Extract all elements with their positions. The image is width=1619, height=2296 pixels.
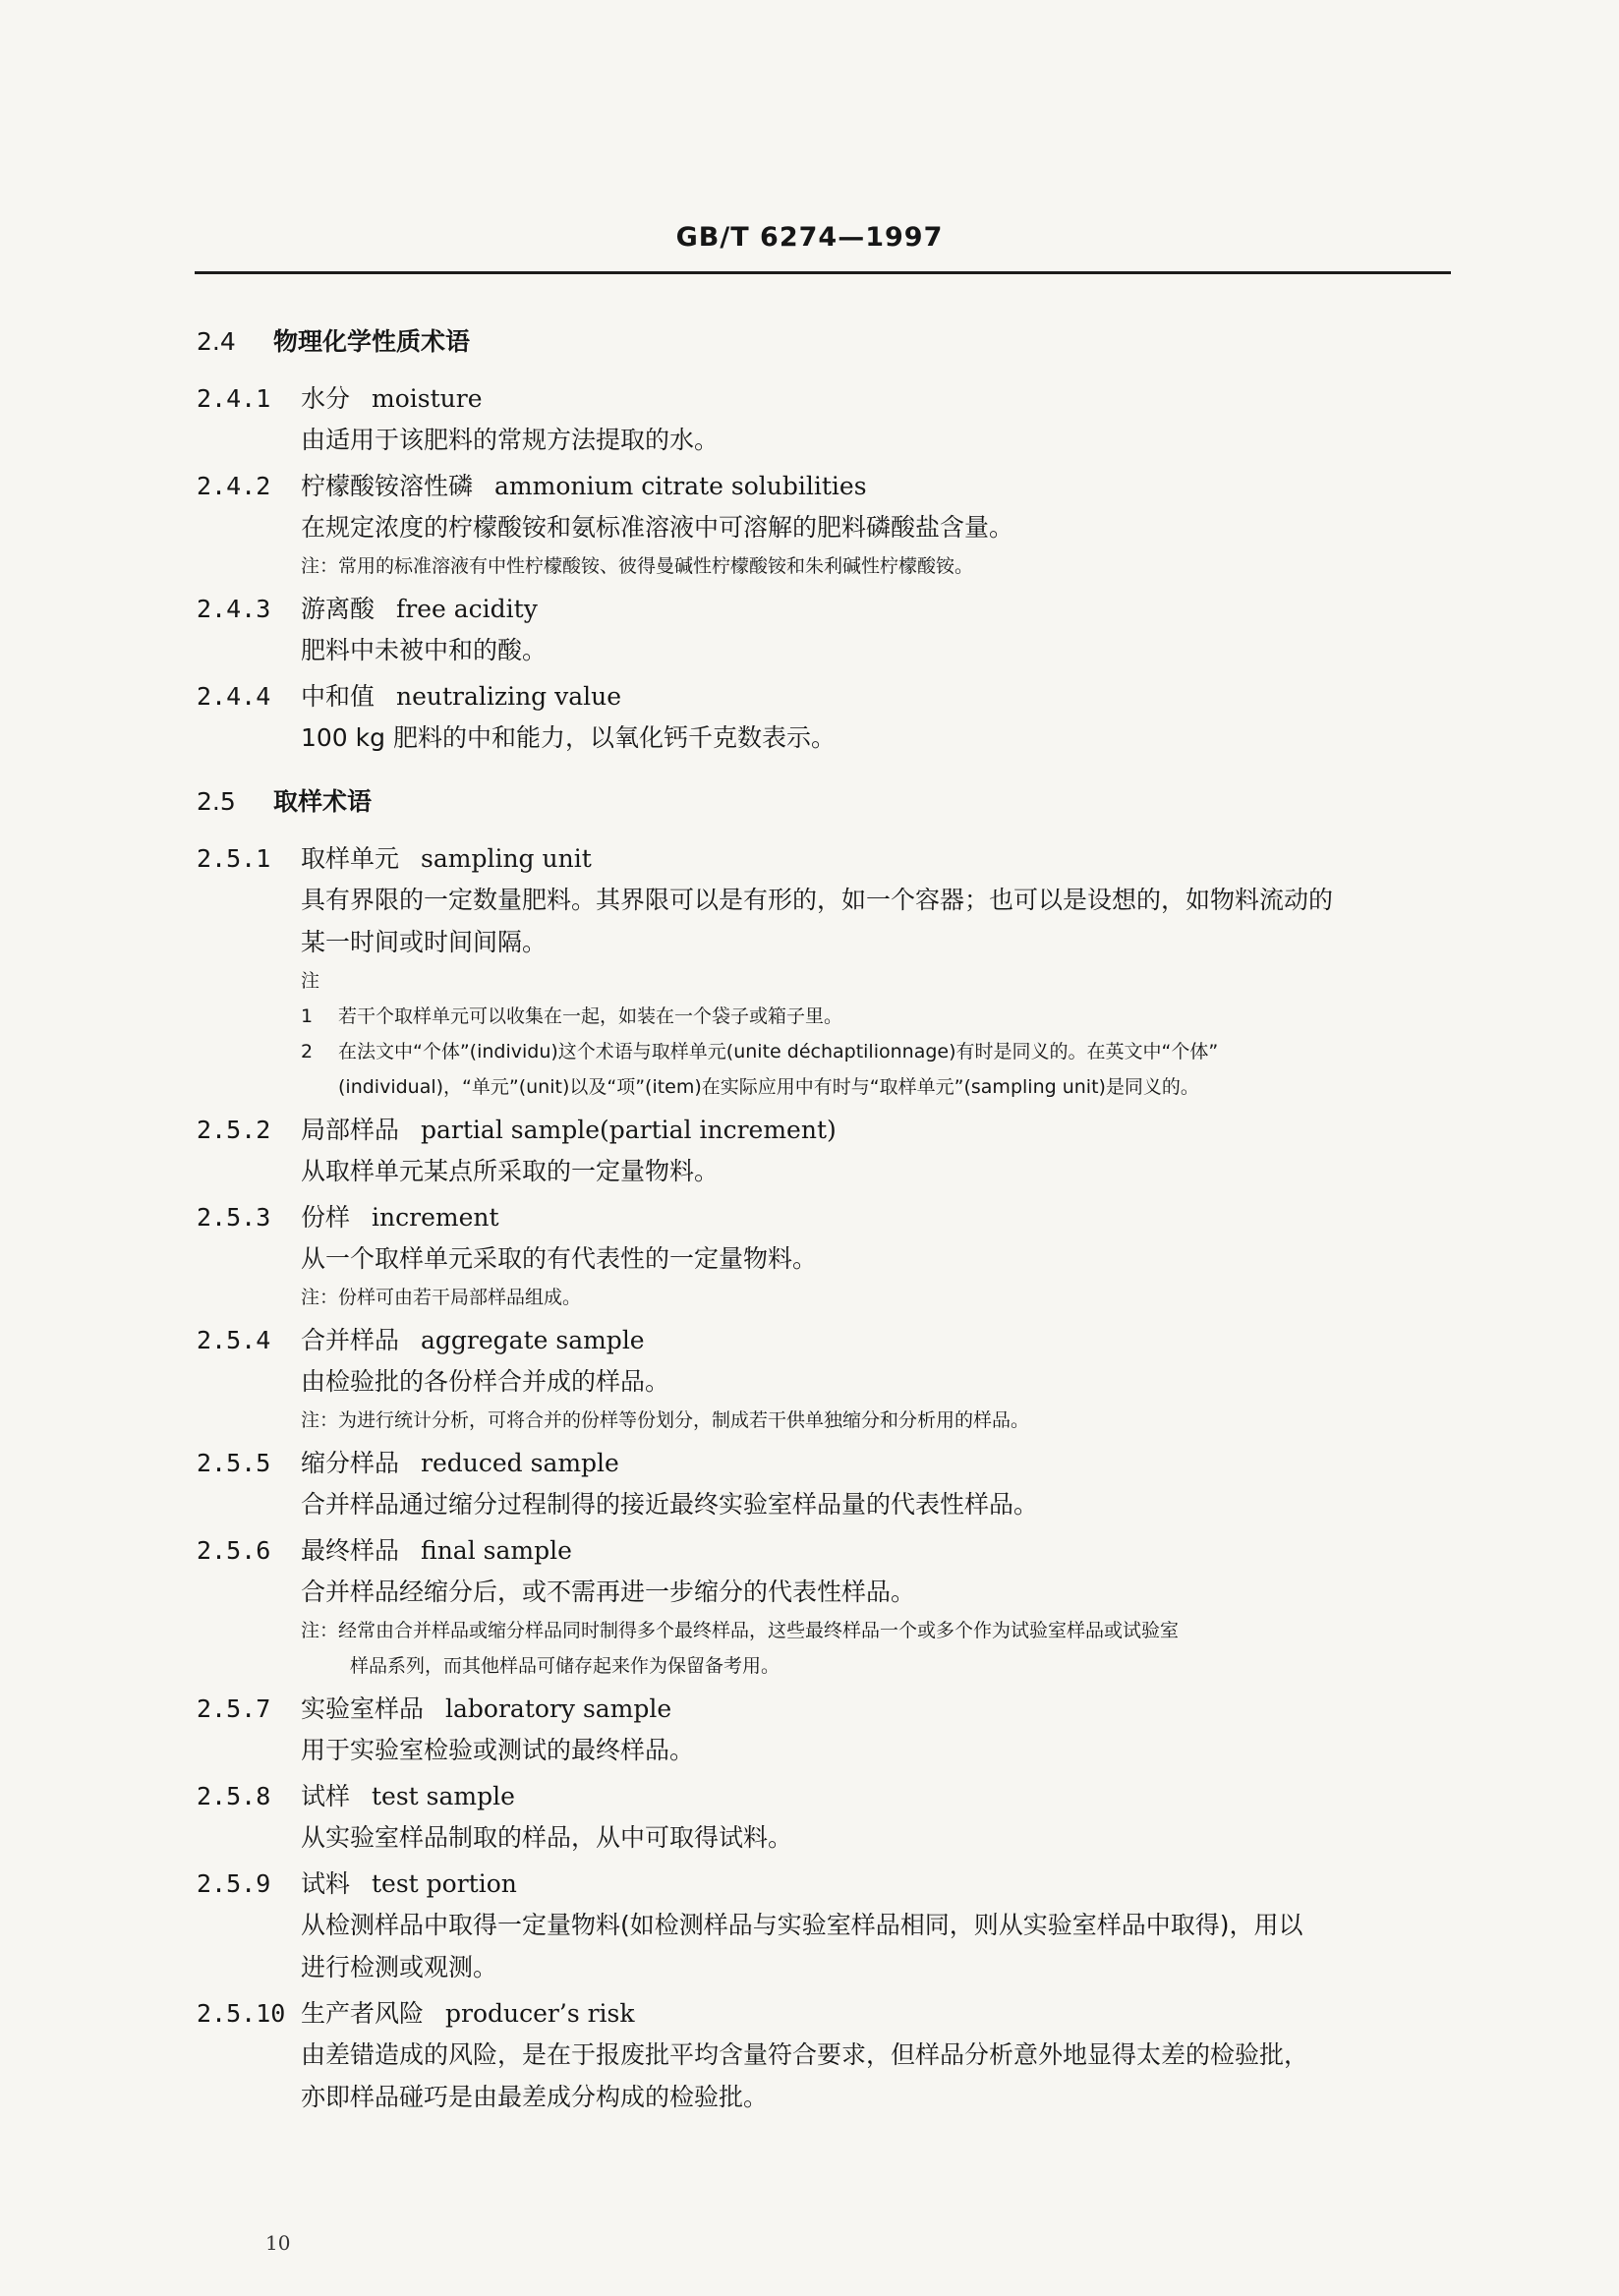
section-number: 2.5 [197, 787, 236, 816]
term-2-4-4 [197, 677, 1474, 759]
term-number: 2.4.3 [197, 595, 271, 623]
term-en: sampling unit [421, 844, 592, 873]
term-number: 2.5.10 [197, 1999, 286, 2028]
term-2-5-8 [197, 1777, 1474, 1859]
term-2-5-9 [197, 1865, 1474, 1988]
term-number: 2.4.4 [197, 682, 271, 711]
term-zh: 取样单元 [301, 844, 400, 873]
term-number: 2.5.2 [197, 1116, 271, 1144]
term-zh: 缩分样品 [301, 1449, 400, 1477]
term-zh: 中和值 [301, 682, 376, 711]
term-definition-line-2: 亦即样品碰巧是由最差成分构成的检验批。 [301, 2083, 769, 2111]
term-number: 2.5.9 [197, 1869, 271, 1898]
term-en: increment [372, 1203, 499, 1232]
term-zh: 实验室样品 [301, 1694, 425, 1723]
term-zh: 份样 [301, 1203, 351, 1232]
term-number: 2.5.6 [197, 1536, 271, 1565]
term-en: partial sample(partial increment) [421, 1116, 837, 1144]
term-note-line-1: 注：经常由合并样品或缩分样品同时制得多个最终样品，这些最终样品一个或多个作为试验室样品或试验室 [301, 1620, 1180, 1641]
term-zh: 水分 [301, 384, 351, 413]
term-definition: 由适用于该肥料的常规方法提取的水。 [301, 426, 720, 454]
term-note-item-2 [301, 1034, 1474, 1069]
term-2-5-3 [197, 1198, 1474, 1315]
term-en: test portion [372, 1869, 517, 1898]
term-en: free acidity [396, 595, 538, 623]
term-en: aggregate sample [421, 1326, 645, 1354]
section-number: 2.4 [197, 327, 236, 356]
term-en: reduced sample [421, 1449, 619, 1477]
term-2-4-2 [197, 467, 1474, 584]
term-number: 2.5.1 [197, 844, 271, 873]
term-note-item-1 [301, 999, 1474, 1034]
section-title: 取样术语 [273, 787, 373, 816]
term-2-5-6 [197, 1531, 1474, 1684]
term-note: 注：份样可由若干局部样品组成。 [301, 1287, 582, 1308]
term-note-line-2: 样品系列，而其他样品可储存起来作为保留备考用。 [350, 1655, 781, 1677]
term-zh: 游离酸 [301, 595, 376, 623]
term-en: final sample [421, 1536, 572, 1565]
term-number: 2.4.1 [197, 384, 271, 413]
term-2-4-3 [197, 590, 1474, 671]
term-definition: 100 kg 肥料的中和能力，以氧化钙千克数表示。 [301, 723, 836, 752]
term-definition: 从取样单元某点所采取的一定量物料。 [301, 1157, 720, 1185]
section-title: 物理化学性质术语 [273, 327, 471, 356]
term-zh: 合并样品 [301, 1326, 400, 1354]
term-number: 2.5.4 [197, 1326, 271, 1354]
term-definition: 肥料中未被中和的酸。 [301, 636, 548, 664]
term-en: moisture [372, 384, 483, 413]
note-number: 2 [301, 1041, 314, 1062]
term-definition-line-2: 进行检测或观测。 [301, 1953, 498, 1981]
term-definition-line-1: 具有界限的一定数量肥料。其界限可以是有形的，如一个容器；也可以是设想的，如物料流动的 [301, 886, 1334, 914]
term-definition: 合并样品通过缩分过程制得的接近最终实验室样品量的代表性样品。 [301, 1490, 1039, 1519]
term-definition-line-1: 从检测样品中取得一定量物料(如检测样品与实验室样品相同，则从实验室样品中取得)，用以 [301, 1911, 1303, 1939]
term-number: 2.5.5 [197, 1449, 271, 1477]
term-definition: 由检验批的各份样合并成的样品。 [301, 1367, 670, 1396]
header-rule [195, 271, 1451, 274]
term-zh: 试样 [301, 1782, 351, 1810]
term-en: producer’s risk [445, 1999, 635, 2028]
term-2-5-1 [197, 839, 1474, 1105]
term-definition: 从实验室样品制取的样品，从中可取得试料。 [301, 1823, 793, 1852]
note-number: 1 [301, 1005, 314, 1027]
section-heading-2-5 [197, 784, 1474, 820]
term-2-5-7 [197, 1690, 1474, 1771]
term-number: 2.5.3 [197, 1203, 271, 1232]
term-definition: 从一个取样单元采取的有代表性的一定量物料。 [301, 1244, 818, 1273]
term-2-4-1 [197, 379, 1474, 461]
page-header-title: GB/T 6274—1997 [675, 222, 944, 253]
term-2-5-5 [197, 1444, 1474, 1525]
term-number: 2.4.2 [197, 472, 271, 500]
term-en: test sample [372, 1782, 515, 1810]
term-2-5-4 [197, 1321, 1474, 1438]
section-heading-2-4 [197, 324, 1474, 360]
term-zh: 局部样品 [301, 1116, 400, 1144]
term-zh: 最终样品 [301, 1536, 400, 1565]
term-note: 注：为进行统计分析，可将合并的份样等份划分，制成若干供单独缩分和分析用的样品。 [301, 1409, 1030, 1431]
term-definition: 合并样品经缩分后，或不需再进一步缩分的代表性样品。 [301, 1578, 916, 1606]
term-zh: 试料 [301, 1869, 351, 1898]
term-definition: 在规定浓度的柠檬酸铵和氨标准溶液中可溶解的肥料磷酸盐含量。 [301, 513, 1014, 542]
term-en: ammonium citrate solubilities [494, 472, 867, 500]
term-en: neutralizing value [396, 682, 622, 711]
note-text: 在法文中“个体”(individu)这个术语与取样单元(unite déchaptilionnage)有时是同义的。在英文中“个体” [338, 1041, 1219, 1062]
term-number: 2.5.8 [197, 1782, 271, 1810]
term-2-5-10 [197, 1994, 1474, 2118]
term-zh: 生产者风险 [301, 1999, 425, 2028]
document-body [197, 324, 1474, 2124]
page-number: 10 [265, 2231, 291, 2255]
note-text: (individual)，“单元”(unit)以及“项”(item)在实际应用中有时与“取样单元”(sampling unit)是同义的。 [338, 1076, 1199, 1098]
term-definition: 用于实验室检验或测试的最终样品。 [301, 1736, 695, 1764]
term-en: laboratory sample [445, 1694, 672, 1723]
term-2-5-2 [197, 1111, 1474, 1192]
term-note-label: 注 [301, 970, 320, 992]
term-zh: 柠檬酸铵溶性磷 [301, 472, 474, 500]
term-number: 2.5.7 [197, 1694, 271, 1723]
term-definition-line-1: 由差错造成的风险，是在于报废批平均含量符合要求，但样品分析意外地显得太差的检验批， [301, 2040, 1309, 2069]
term-definition-line-2: 某一时间或时间间隔。 [301, 928, 548, 956]
note-text: 若干个取样单元可以收集在一起，如装在一个袋子或箱子里。 [338, 1005, 843, 1027]
term-note: 注：常用的标准溶液有中性柠檬酸铵、彼得曼碱性柠檬酸铵和朱利碱性柠檬酸铵。 [301, 555, 974, 577]
term-note-item-2-cont [301, 1069, 1474, 1105]
